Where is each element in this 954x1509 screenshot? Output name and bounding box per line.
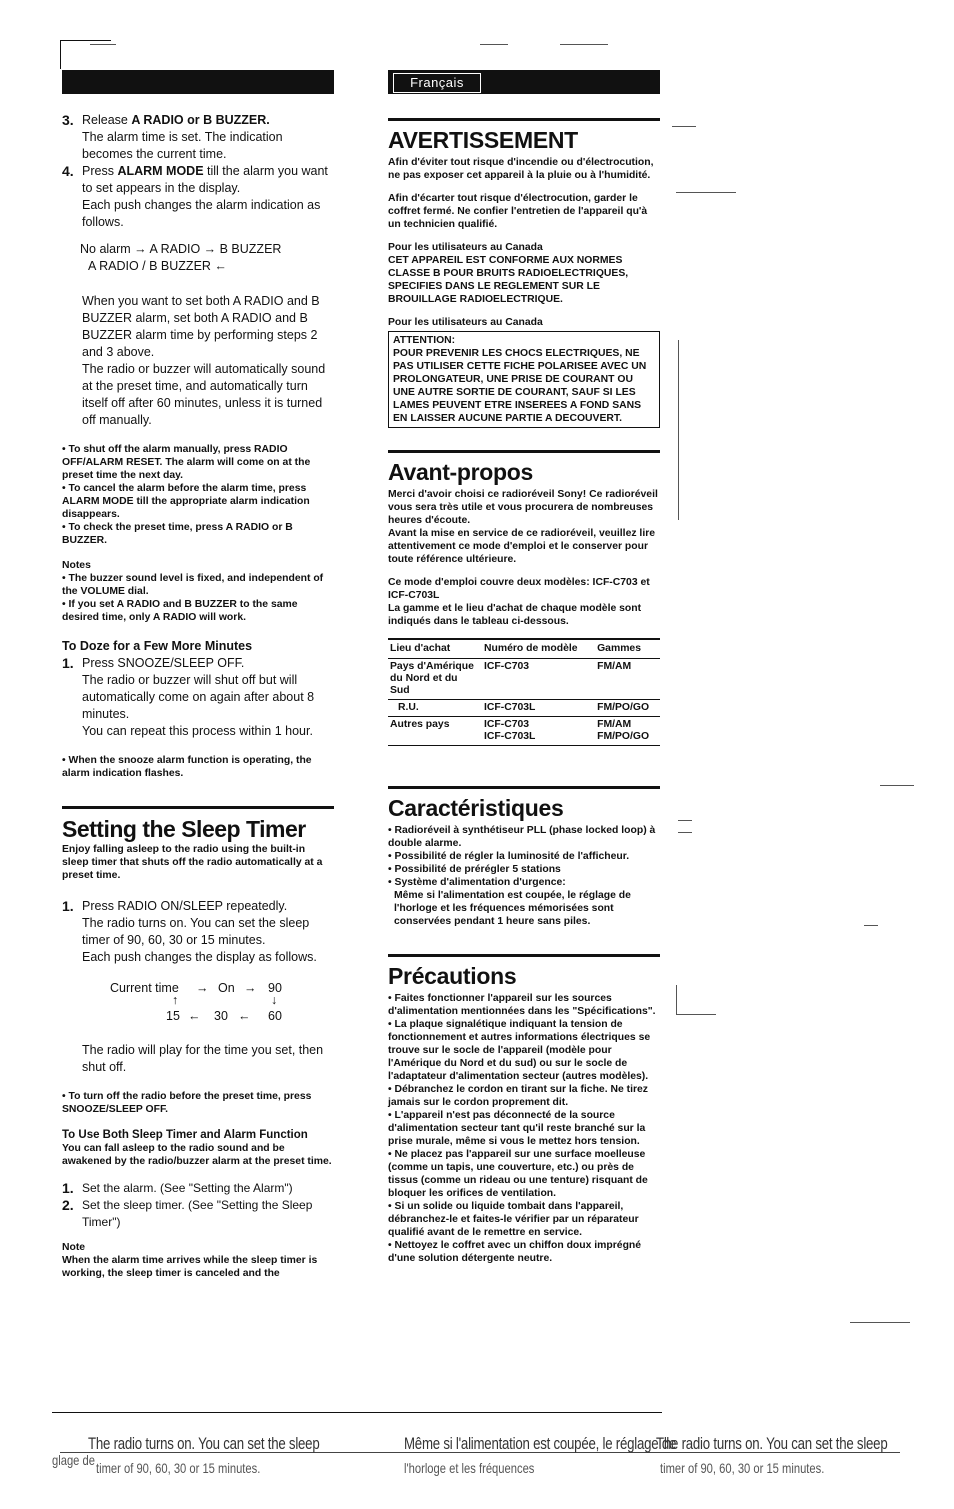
step-text: Set the alarm. (See "Setting the Alarm") [82,1181,293,1195]
doze-bullet: • When the snooze alarm function is operating, the alarm indication flashes. [62,755,312,779]
table-cell: Pays d'Amérique du Nord et du Sud [388,659,482,700]
both-title: To Use Both Sleep Timer and Alarm Function [62,1129,308,1141]
precautions-list [388,992,660,1265]
both-step-1 [62,1180,334,1197]
canada-title-2: Pour les utilisateurs au Canada [388,317,543,328]
both-intro: You can fall asleep to the radio sound and be awakened by the radio/buzzer alarm at the preset time. [62,1143,332,1167]
bottom-rule [52,1412,662,1413]
sleep-intro: Enjoy falling asleep to the radio using the built-in sleep timer that shuts off the radio automatically at a preset time. [62,844,323,881]
scan-speckle [864,925,878,926]
arrow-left-icon: ← [188,1009,201,1023]
avant-p2: Avant la mise en service de ce radioréveil, veuillez lire attentivement ce mode d'emploi et le conserver pour toute référence ultérieure. [388,528,656,565]
sleep-bullet: • To turn off the radio before the preset time, press SNOOZE/SLEEP OFF. [62,1091,312,1115]
bleed-text-2: Même si l'alimentation est coupée, le réglage de [404,1434,677,1453]
list-item: • To check the preset time, press A RADIO or B BUZZER. [62,522,293,546]
column-header: Gammes [595,639,660,659]
doze-title: To Doze for a Few More Minutes [62,639,253,653]
arrow-up-icon: ↑ [172,993,179,1007]
precautions-title: Précautions [388,963,517,989]
avertissement-p1: Afin d'éviter tout risque d'incendie ou d'électrocution, ne pas exposer cet appareil à la pluie ou à l'humidité. [388,157,654,181]
canada-body-1: CET APPAREIL EST CONFORME AUX NORMES CLASSE B POUR BRUITS RADIOELECTRIQUES, SPECIFIES DANS LE REGLEMENT SUR LE BROUILLAGE RADIOELECTRIQUE. [388,255,629,305]
doze-body: The radio or buzzer will shut off but will automatically come on again after about 8 minutes. [82,673,315,721]
avant-p4: La gamme et le lieu d'achat de chaque modèle sont indiqués dans le tableau ci-dessous. [388,603,642,627]
section-rule [388,954,660,957]
step-number: 2. [62,1197,74,1213]
avant-p3: Ce mode d'emploi couvre deux modèles: ICF-C703 et ICF-C703L [388,577,650,601]
table-row [388,659,660,700]
doze-step [62,655,334,672]
list-item: • Ne placez pas l'appareil sur une surface moelleuse (comme un tapis, une couverture, etc.) ou près de tissus (comme un rideau ou une tenture) risquant de bloquer les orifices de ventilation. [388,1149,648,1199]
list-item: • To shut off the alarm manually, press RADIO OFF/ALARM RESET. The alarm will come on at the preset time the next day. [62,444,311,481]
step-key: ALARM MODE [117,164,204,178]
table-row [388,717,660,746]
column-header: Lieu d'achat [388,639,482,659]
attention-box [388,331,660,428]
avertissement-p2: Afin d'écarter tout risque d'électrocution, garder le coffret fermé. Ne confier l'entretien de l'appareil qu'à un technicien qualifié. [388,193,648,230]
note-title: Note [62,1242,86,1253]
arrow-right-icon: → [244,981,257,995]
step-text: Press RADIO ON/SLEEP repeatedly. [82,899,288,913]
arrow-right-icon: → [196,981,209,995]
scan-speckle [480,44,508,45]
models-table [388,638,660,746]
scan-speckle [850,1322,910,1323]
step-number: 1. [62,655,74,671]
cycle-30: 30 [214,1009,228,1023]
sleep-play: The radio will play for the time you set, then shut off. [82,1043,324,1074]
alarm-bullets [62,443,334,547]
both-alarm-paragraph: When you want to set both A RADIO and B BUZZER alarm, set both A RADIO and B BUZZER alarm time by performing steps 2 and 3 above. [82,294,320,359]
list-item: • Système d'alimentation d'urgence: [388,877,566,888]
avertissement-title: AVERTISSEMENT [388,127,578,153]
canada-title-1: Pour les utilisateurs au Canada [388,242,543,253]
sleep-cycle-diagram [62,980,334,1034]
notes-title: Notes [62,560,91,571]
alarm-cycle-line-2: A RADIO / B BUZZER ← [88,259,227,273]
table-cell: ICF-C703 [482,659,595,700]
sleep-body-2: Each push changes the display as follows. [82,950,317,964]
step-4 [62,163,334,231]
step-rest: till the alarm you want to set appears in the display. [82,164,328,195]
step-number: 1. [62,898,74,914]
scan-speckle [676,1014,716,1015]
step-number: 3. [62,112,74,128]
table-cell: Autres pays [388,717,482,746]
scan-speckle [560,44,608,45]
note-body: When the alarm time arrives while the sleep timer is working, the sleep timer is canceled and the [62,1255,318,1279]
cycle-15: 15 [166,1009,180,1023]
step-key: A RADIO or B BUZZER. [131,113,270,127]
list-item: Même si l'alimentation est coupée, le réglage de l'horloge et les fréquences mémorisées sont conservées pendant 1 heure sans piles. [394,890,631,927]
step-text: Press SNOOZE/SLEEP OFF. [82,656,245,670]
scan-speckle [90,44,116,45]
avant-p1: Merci d'avoir choisi ce radioréveil Sony! Ce radioréveil vous sera très utile et vous procurera de nombreuses heures d'écoute. [388,489,658,526]
list-item: • Nettoyez le coffret avec un chiffon doux imprégné d'une solution détergente neutre. [388,1240,642,1264]
alarm-mode-cycle [80,241,334,275]
bleed-text-6: l'horloge et les fréquences [404,1460,535,1476]
sleep-body-1: The radio turns on. You can set the sleep timer of 90, 60, 30 or 15 minutes. [82,916,310,947]
table-cell: R.U. [388,700,482,717]
scan-speckle [676,192,736,193]
caracteristiques-list [388,824,660,928]
cycle-on: On [218,981,235,995]
bleed-text-1: The radio turns on. You can set the sleep [88,1434,320,1453]
table-cell: FM/PO/GO [595,700,660,717]
auto-sound-paragraph: The radio or buzzer will automatically sound at the preset time, and automatically turn itself off after 60 minutes, unless it is turned off manually. [82,362,326,427]
language-tab: Français [393,73,481,93]
step-lead: Release [82,113,132,127]
scan-speckle [880,785,914,786]
caracteristiques-title: Caractéristiques [388,795,564,821]
list-item: • Si un solide ou liquide tombait dans l'appareil, débranchez-le et faites-le vérifier par un réparateur qualifié avant de le remettre en service. [388,1201,639,1238]
list-item: • Faites fonctionner l'appareil sur les sources d'alimentation mentionnées dans les "Spécifications". [388,993,656,1017]
both-steps [62,1180,334,1231]
table-cell: ICF-C703L [482,700,595,717]
list-item: • Possibilité de régler la luminosité de l'afficheur. [388,851,630,862]
list-item: • Débranchez le cordon en tirant sur la fiche. Ne tirez jamais sur le cordon proprement dit. [388,1084,649,1108]
step-lead: Press [82,164,118,178]
list-item: • To cancel the alarm before the alarm time, press ALARM MODE till the appropriate alarm indication disappears. [62,483,310,520]
arrow-down-icon: ↓ [271,993,278,1007]
avant-propos-title: Avant-propos [388,459,534,485]
list-item: • Radioréveil à synthétiseur PLL (phase locked loop) à double alarme. [388,825,656,849]
step-number: 1. [62,1180,74,1196]
section-rule [62,806,334,809]
list-item: • The buzzer sound level is fixed, and independent of the VOLUME dial. [62,573,324,597]
table-cell: FM/AM [595,659,660,700]
list-item: • If you set A RADIO and B BUZZER to the same desired time, only A RADIO will work. [62,599,298,623]
step-3 [62,112,334,163]
step-body: Each push changes the alarm indication as follows. [82,198,321,229]
table-header-row [388,639,660,659]
notes-list [62,572,334,624]
step-body: The alarm time is set. The indication becomes the current time. [82,130,283,161]
sleep-timer-title: Setting the Sleep Timer [62,816,306,842]
section-rule [388,118,660,121]
bleed-text-7: timer of 90, 60, 30 or 15 minutes. [660,1460,825,1476]
step-text: Set the sleep timer. (See "Setting the Sleep Timer") [82,1198,313,1229]
section-rule [388,786,660,789]
scan-speckle [672,126,696,127]
section-rule [388,450,660,453]
cycle-60: 60 [268,1009,282,1023]
step-number: 4. [62,163,74,179]
bleed-text-4: glage de [52,1452,95,1468]
list-item: • Possibilité de prérégler 5 stations [388,864,561,875]
table-cell: ICF-C703 ICF-C703L [482,717,595,746]
cycle-90: 90 [268,981,282,995]
attention-label: ATTENTION: [393,335,456,346]
table-row [388,700,660,717]
english-header-bar [62,70,334,94]
attention-body: POUR PREVENIR LES CHOCS ELECTRIQUES, NE PAS UTILISER CETTE FICHE POLARISEE AVEC UN PROLONGATEUR, UNE PRISE DE COURANT OU UNE AUTRE SORTIE DE COURANT, SAUF SI LES LAMES PEUVENT ETRE INSEREES A FOND SANS EN LAISSER AUCUNE PARTIE A DECOUVERT. [393,348,647,424]
sleep-step [62,898,334,915]
bleed-text-3: The radio turns on. You can set the sleep [656,1434,888,1453]
list-item: • La plaque signalétique indiquant la tension de fonctionnement et autres informations électriques se trouve sur le socle de l'appareil (modèle pour l'Amérique du Nord et du sud) ou sur le socle de l'adaptateur d'alimentation secteur (autres modèles). [388,1019,651,1082]
scan-speckle [678,832,692,833]
alarm-cycle-line-1: No alarm → A RADIO → B BUZZER [80,242,282,256]
both-step-2 [62,1197,334,1231]
column-header: Numéro de modèle [482,639,595,659]
french-column [388,112,660,1265]
table-cell: FM/AM FM/PO/GO [595,717,660,746]
list-item: • L'appareil n'est pas déconnecté de la source d'alimentation secteur tant qu'il reste branché sur la prise murale, même si vous le mettez hors tension. [388,1110,646,1147]
doze-repeat: You can repeat this process within 1 hour. [82,724,313,738]
english-column [62,112,334,1280]
scan-speckle [676,985,677,1015]
cycle-current-time: Current time [110,981,179,995]
scan-speckle [678,820,692,821]
scan-speckle [678,340,679,520]
bleed-text-5: timer of 90, 60, 30 or 15 minutes. [96,1460,261,1476]
arrow-left-icon: ← [238,1009,251,1023]
